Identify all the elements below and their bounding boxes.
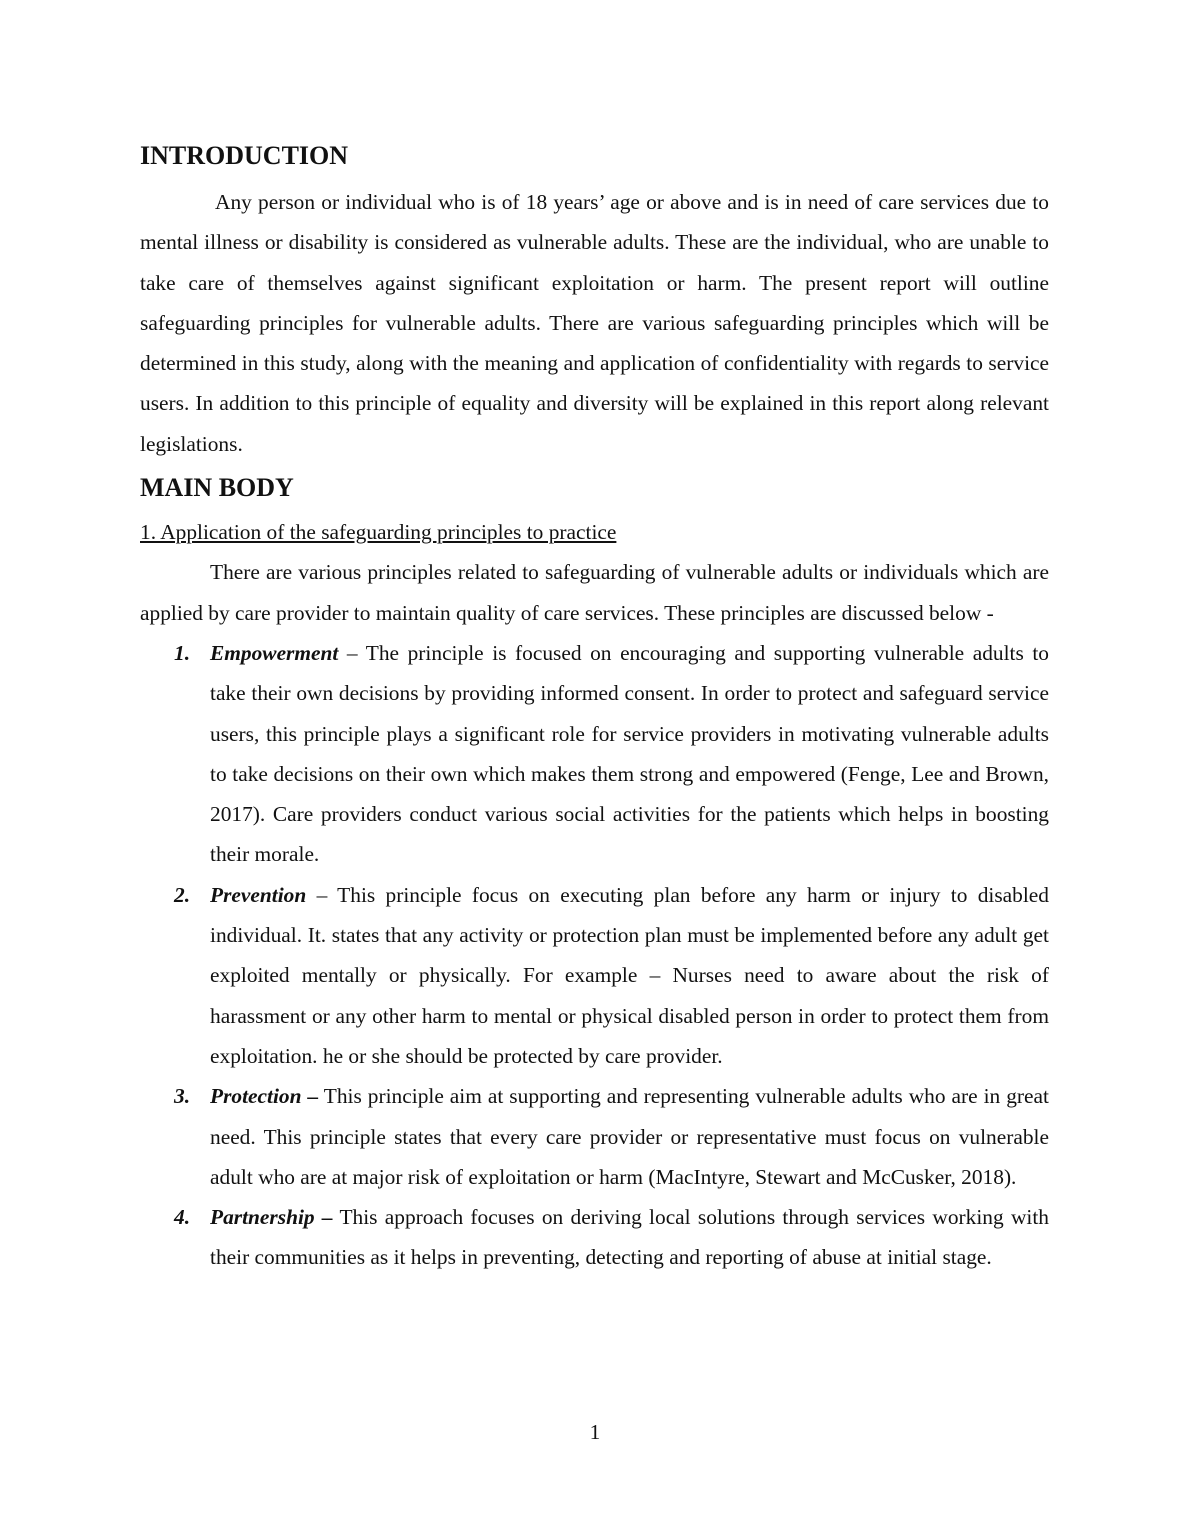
list-item-term: Protection – [210,1084,319,1109]
list-item-text: – The principle is focused on encouraging and supporting vulnerable adults to take their own decisions by providing informed consent. In order to protect and safeguard service users, this principle plays a significant role for service providers in motivating vulnerable adults to take decisions on their own which makes them strong and empowered (Fenge, Lee and Brown, 2017). Care providers conduct various social activities for the patients which helps in boosting their morale. [210,640,1049,867]
list-item-term: Partnership – [210,1205,333,1230]
list-item [140,633,1049,875]
list-item-text: – This principle focus on executing plan before any harm or injury to disabled individual. It. states that any activity or protection plan must be implemented before any adult get exploited mentally or physically. For example – Nurses need to aware about the risk of harassment or any other harm to mental or physical disabled person in order to protect them from exploitation. he or she should be protected by care provider. [210,882,1049,1068]
list-item [140,1076,1049,1197]
introduction-paragraph: Any person or individual who is of 18 years’ age or above and is in need of care services due to mental illness or disability is considered as vulnerable adults. These are the individual, who are unable to take care of themselves against significant exploitation or harm. The present report will outline safeguarding principles for vulnerable adults. There are various safeguarding principles which will be determined in this study, along with the meaning and application of confidentiality with regards to service users. In addition to this principle of equality and diversity will be explained in this report along relevant legislations. [140,190,1049,456]
main-body-heading: MAIN BODY [140,473,294,503]
list-item-text: This approach focuses on deriving local solutions through services working with their communities as it helps in preventing, detecting and reporting of abuse at initial stage. [210,1205,1049,1270]
section-intro-paragraph: There are various principles related to safeguarding of vulnerable adults or individuals which are applied by care provider to maintain quality of care services. These principles are discussed below - [140,560,1049,625]
document-page [140,138,1049,1278]
page-number: 1 [589,1420,601,1444]
list-item [140,875,1049,1076]
list-item-text: This principle aim at supporting and representing vulnerable adults who are in great need. This principle states that every care provider or representative must focus on vulnerable adult who are at major risk of exploitation or harm (MacIntyre, Stewart and McCusker, 2018). [210,1084,1049,1189]
list-item [140,1197,1049,1278]
list-item-term: Prevention [210,882,307,907]
list-item-term: Empowerment [210,640,339,665]
principles-list [140,633,1049,1278]
list-item-number: 2. [174,882,191,907]
list-item-number: 1. [174,640,191,665]
list-item-number: 3. [174,1084,191,1109]
introduction-heading: INTRODUCTION [140,141,349,170]
section-title: 1. Application of the safeguarding principles to practice [140,520,617,545]
list-item-number: 4. [174,1205,191,1230]
